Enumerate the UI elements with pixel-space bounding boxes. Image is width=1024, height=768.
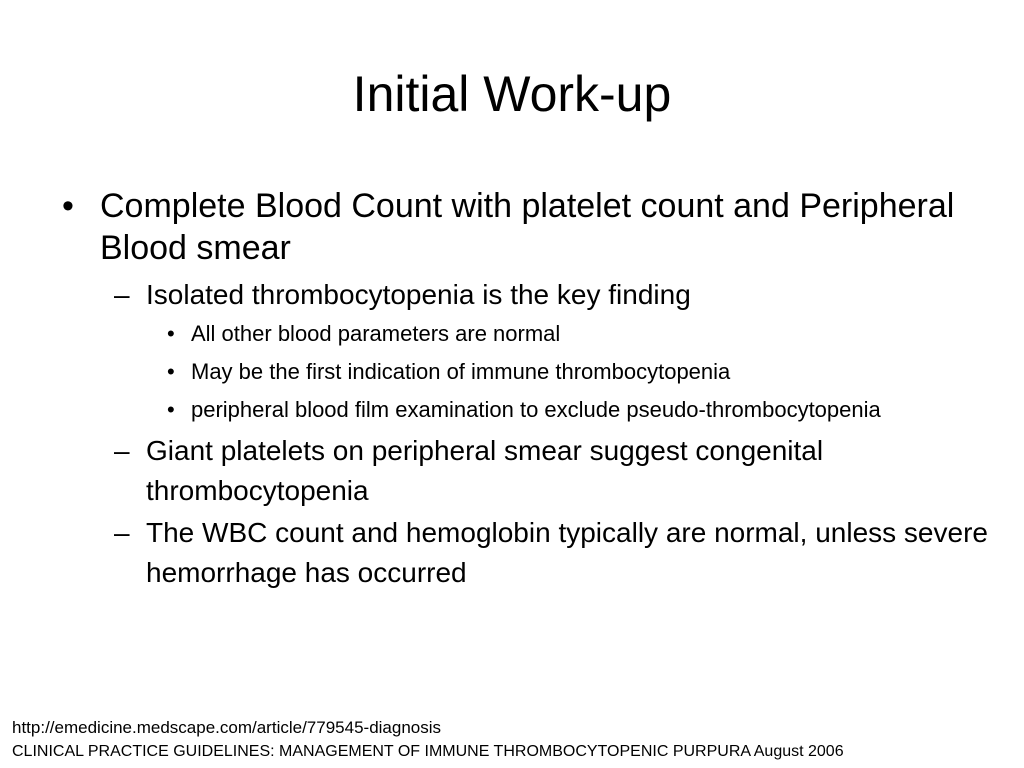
bullet-level2-isolated bbox=[114, 275, 990, 315]
bullet-level3-parameters bbox=[167, 317, 990, 351]
bullet-level3-blood-film bbox=[167, 393, 990, 427]
bullet-list bbox=[60, 185, 990, 595]
bullet-text: May be the first indication of immune thrombocytopenia bbox=[191, 359, 731, 384]
bullet-marker: • bbox=[167, 359, 175, 384]
bullet-level1-cbc bbox=[60, 185, 990, 269]
bullet-marker: – bbox=[114, 517, 130, 548]
bullet-text: Giant platelets on peripheral smear suggest congenital thrombocytopenia bbox=[146, 435, 824, 506]
bullet-text: peripheral blood film examination to exclude pseudo-thrombocytopenia bbox=[191, 397, 881, 422]
bullet-level3-first-indication bbox=[167, 355, 990, 389]
bullet-text: All other blood parameters are normal bbox=[191, 321, 561, 346]
bullet-level2-giant-platelets bbox=[114, 431, 990, 511]
footer-source-url: http://emedicine.medscape.com/article/779545-diagnosis bbox=[12, 718, 442, 737]
bullet-level2-wbc-hemoglobin bbox=[114, 513, 990, 593]
bullet-marker: – bbox=[114, 435, 130, 466]
bullet-marker: – bbox=[114, 279, 130, 310]
bullet-marker: • bbox=[167, 397, 175, 422]
bullet-marker: • bbox=[167, 321, 175, 346]
bullet-text: The WBC count and hemoglobin typically are normal, unless severe hemorrhage has occurred bbox=[146, 517, 988, 588]
footer-citation: CLINICAL PRACTICE GUIDELINES: MANAGEMENT OF IMMUNE THROMBOCYTOPENIC PURPURA August 2006 bbox=[12, 743, 844, 760]
bullet-marker: • bbox=[62, 187, 74, 225]
bullet-text: Isolated thrombocytopenia is the key finding bbox=[146, 279, 691, 310]
bullet-text: Complete Blood Count with platelet count and Peripheral Blood smear bbox=[100, 187, 955, 267]
slide-title: Initial Work-up bbox=[352, 66, 672, 122]
